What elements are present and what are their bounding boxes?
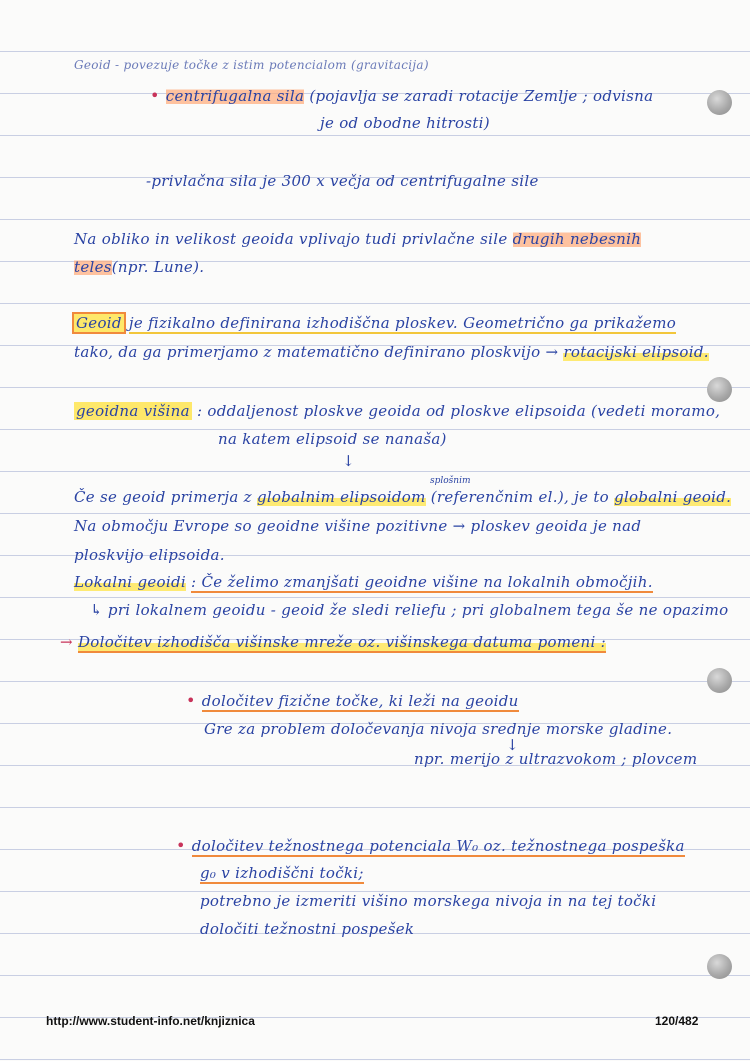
geoid-definition-line: Geoid - povezuje točke z istim potencialom (gravitacija) [74, 58, 429, 72]
measurement-methods-line: npr. merijo z ultrazvokom ; plovcem [414, 750, 698, 768]
down-arrow-icon: ↓ [506, 736, 519, 754]
geoid-physical-line [74, 314, 676, 332]
global-geoid-term: globalni geoid. [614, 488, 732, 506]
geoid-comparison-line [74, 343, 709, 361]
centrifugal-force-line [150, 86, 653, 105]
global-geoid-text: Če se geoid primerja z [74, 488, 252, 506]
europe-geoid-continuation: ploskvijo elipsoida. [74, 546, 225, 564]
punch-hole [707, 668, 732, 693]
rotational-ellipsoid-term: rotacijski elipsoid. [563, 343, 709, 361]
local-global-note: ↳ pri lokalnem geoidu - geoid že sledi reliefu ; pri globalnem tega še ne opazimo [90, 601, 729, 619]
physical-point-text: določitev fizične točke, ki leži na geoidu [201, 692, 519, 710]
physical-point-line [186, 691, 519, 710]
gravity-potential-text: določitev težnostnega potenciala W₀ oz. težnostnega pospeška [191, 837, 685, 855]
geoid-physical-text: je fizikalno definirana izhodiščna ploskev. Geometrično ga prikažemo [128, 314, 677, 332]
footer-url[interactable]: http://www.student-info.net/knjiznica [46, 1014, 255, 1028]
geoid-influence-continuation [74, 258, 204, 276]
moon-example: (npr. Lune). [111, 258, 205, 276]
attraction-force-line: -privlačna sila je 300 x večja od centrifugalne sile [146, 172, 539, 190]
gravity-potential-continuation [200, 864, 364, 882]
geoid-height-term: geoidna višina [76, 402, 190, 420]
geoid-influence-line [74, 230, 641, 248]
geoid-height-line [74, 402, 720, 420]
geoid-term: Geoid [76, 314, 122, 332]
centrifugal-force-text: (pojavlja se zaradi rotacije Zemlje ; odvisna [309, 87, 654, 105]
measurement-requirement-line: potrebno je izmeriti višino morskega nivoja in na tej točki [200, 892, 657, 910]
gravity-potential-line [176, 836, 685, 855]
height-datum-heading: Določitev izhodišča višinske mreže oz. višinskega datuma pomeni : [77, 633, 607, 651]
bullet-icon: • [186, 691, 196, 710]
local-geoid-term: Lokalni geoidi [74, 573, 186, 591]
right-arrow-icon: → [60, 633, 73, 651]
mean-sea-level-line: Gre za problem določevanja nivoja srednje morske gladine. [204, 720, 673, 738]
gravity-acceleration-line: določiti težnostni pospešek [200, 920, 415, 938]
centrifugal-force-term: centrifugalna sila [165, 87, 305, 105]
geoid-influence-text: Na obliko in velikost geoida vplivajo tudi privlačne sile [74, 230, 508, 248]
centrifugal-force-continuation: je od obodne hitrosti) [320, 114, 490, 132]
page-number: 120/482 [655, 1014, 699, 1028]
geoid-height-definition: : oddaljenost ploskve geoida od ploskve elipsoida (vedeti moramo, [196, 402, 721, 420]
bodies-term: teles [74, 258, 112, 276]
punch-hole [707, 954, 732, 979]
down-arrow-icon: ↓ [342, 452, 355, 470]
punch-hole [707, 377, 732, 402]
local-geoid-line [74, 573, 653, 591]
celestial-bodies-term: drugih nebesnih [512, 230, 642, 248]
page-top-margin [0, 0, 750, 44]
global-geoid-line [74, 488, 731, 506]
reference-ellipsoid-text: (referenčnim el.), je to [430, 488, 609, 506]
geoid-height-continuation: na katem elipsoid se nanaša) [218, 430, 447, 448]
bullet-icon: • [150, 86, 160, 105]
bullet-icon: • [176, 836, 186, 855]
origin-point-text: g₀ v izhodiščni točki; [200, 864, 364, 882]
general-annotation: splošnim [430, 476, 471, 486]
punch-hole [707, 90, 732, 115]
geoid-comparison-text: tako, da ga primerjamo z matematično definirano ploskvijo → [74, 343, 559, 361]
global-ellipsoid-term: globalnim elipsoidom [256, 488, 426, 506]
europe-geoid-line: Na območju Evrope so geoidne višine pozitivne → ploskev geoida je nad [74, 517, 642, 535]
height-datum-line [60, 633, 606, 651]
local-geoid-definition: : Če želimo zmanjšati geoidne višine na lokalnih območjih. [191, 573, 653, 591]
